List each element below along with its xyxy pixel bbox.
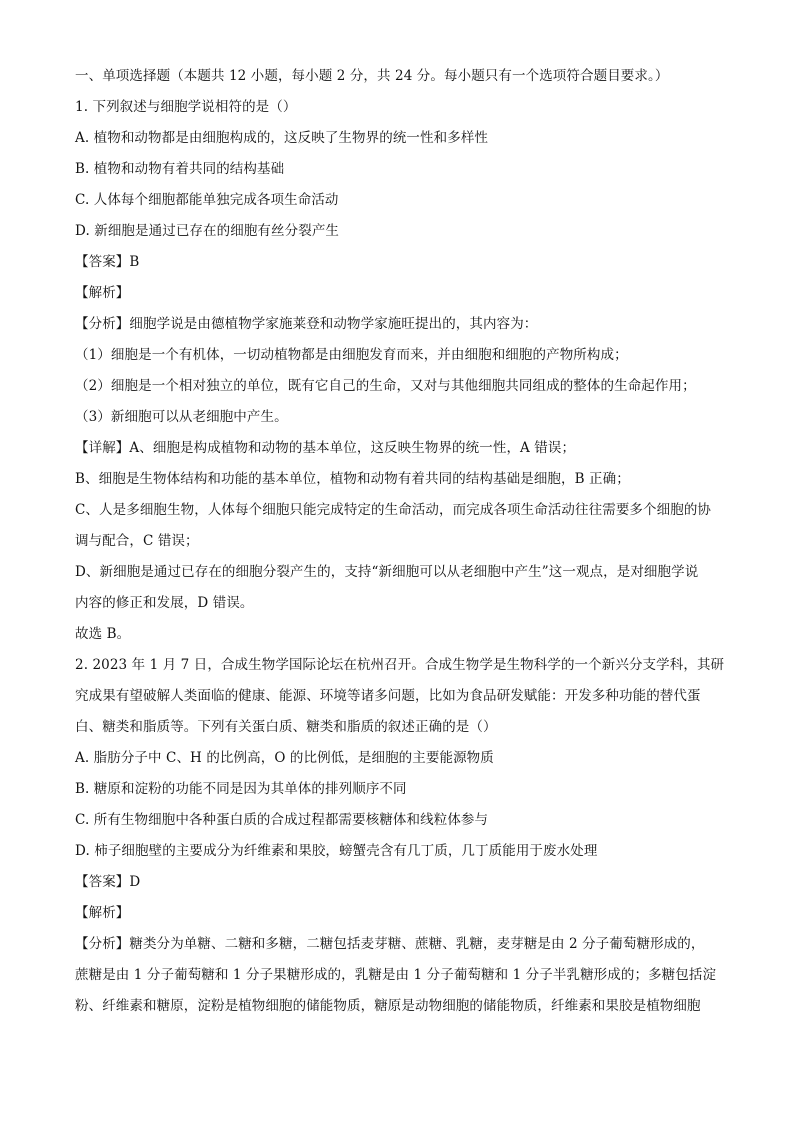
- question-1-analysis-point-3: （3）新细胞可以从老细胞中产生。: [75, 409, 288, 425]
- question-1-analysis-point-1: （1）细胞是一个有机体，一切动植物都是由细胞发育而来，并由细胞和细胞的产物所构成；: [75, 347, 628, 363]
- section-heading: 一、单项选择题（本题共 12 小题，每小题 2 分，共 24 分。每小题只有一个选项符合题目要求。）: [75, 68, 669, 84]
- question-1-analysis-point-2: （2）细胞是一个相对独立的单位，既有它自己的生命，又对与其他细胞共同组成的整体的生命起作用；: [75, 378, 696, 394]
- question-1-detail-b: B、细胞是生物体结构和功能的基本单位，植物和动物有着共同的结构基础是细胞，B 正确；: [75, 471, 630, 487]
- question-1-option-a: A. 植物和动物都是由细胞构成的，这反映了生物界的统一性和多样性: [75, 130, 489, 146]
- question-1-option-c: C. 人体每个细胞都能单独完成各项生命活动: [75, 192, 339, 208]
- question-2-option-a: A. 脂肪分子中 C、H 的比例高，O 的比例低，是细胞的主要能源物质: [75, 750, 494, 766]
- question-1-detail-d: D、新细胞是通过已存在的细胞分裂产生的，支持“新细胞可以从老细胞中产生”这一观点，是对细胞学说: [75, 564, 699, 580]
- question-1-answer: 【答案】B: [75, 254, 140, 270]
- question-2-stem-cont-1: 究成果有望破解人类面临的健康、能源、环境等诸多问题，比如为食品研发赋能：开发多种功能的替代蛋: [75, 688, 701, 704]
- question-2-option-d: D. 柿子细胞壁的主要成分为纤维素和果胶，螃蟹壳含有几丁质，几丁质能用于废水处理: [75, 843, 598, 859]
- question-2-analysis-label: 【解析】: [75, 905, 130, 921]
- question-1-detail-d-cont: 内容的修正和发展，D 错误。: [75, 595, 254, 611]
- question-2-analysis-text: 【分析】糖类分为单糖、二糖和多糖，二糖包括麦芽糖、蔗糖、乳糖，麦芽糖是由 2 分子葡萄糖形成的，: [75, 936, 705, 952]
- question-1-detail-a: 【详解】A、细胞是构成植物和动物的基本单位，这反映生物界的统一性，A 错误；: [75, 440, 576, 456]
- question-1-option-b: B. 植物和动物有着共同的结构基础: [75, 161, 285, 177]
- question-1-option-d: D. 新细胞是通过已存在的细胞有丝分裂产生: [75, 223, 340, 239]
- question-2-answer: 【答案】D: [75, 874, 141, 890]
- question-2-stem: 2. 2023 年 1 月 7 日，合成生物学国际论坛在杭州召开。合成生物学是生物科学的一个新兴分支学科，其研: [75, 657, 725, 673]
- question-2-option-b: B. 糖原和淀粉的功能不同是因为其单体的排列顺序不同: [75, 781, 407, 797]
- question-1-analysis-text: 【分析】细胞学说是由德植物学家施莱登和动物学家施旺提出的，其内容为：: [75, 316, 538, 332]
- question-2-stem-cont-2: 白、糖类和脂质等。下列有关蛋白质、糖类和脂质的叙述正确的是（）: [75, 719, 497, 735]
- question-2-option-c: C. 所有生物细胞中各种蛋白质的合成过程都需要核糖体和线粒体参与: [75, 812, 489, 828]
- question-2-analysis-cont-2: 粉、纤维素和糖原，淀粉是植物细胞的储能物质，糖原是动物细胞的储能物质，纤维素和果胶是植物细胞: [75, 998, 701, 1014]
- question-2-analysis-cont-1: 蔗糖是由 1 分子葡萄糖和 1 分子果糖形成的，乳糖是由 1 分子葡萄糖和 1 分子半乳糖形成的；多糖包括淀: [75, 967, 717, 983]
- question-1-stem: 1. 下列叙述与细胞学说相符的是（）: [75, 99, 297, 115]
- question-1-analysis-label: 【解析】: [75, 285, 130, 301]
- question-1-detail-c: C、人是多细胞生物，人体每个细胞只能完成特定的生命活动，而完成各项生命活动往往需要多个细胞的协: [75, 502, 712, 518]
- question-1-detail-c-cont: 调与配合，C 错误；: [75, 533, 199, 549]
- question-1-conclusion: 故选 B。: [75, 626, 131, 642]
